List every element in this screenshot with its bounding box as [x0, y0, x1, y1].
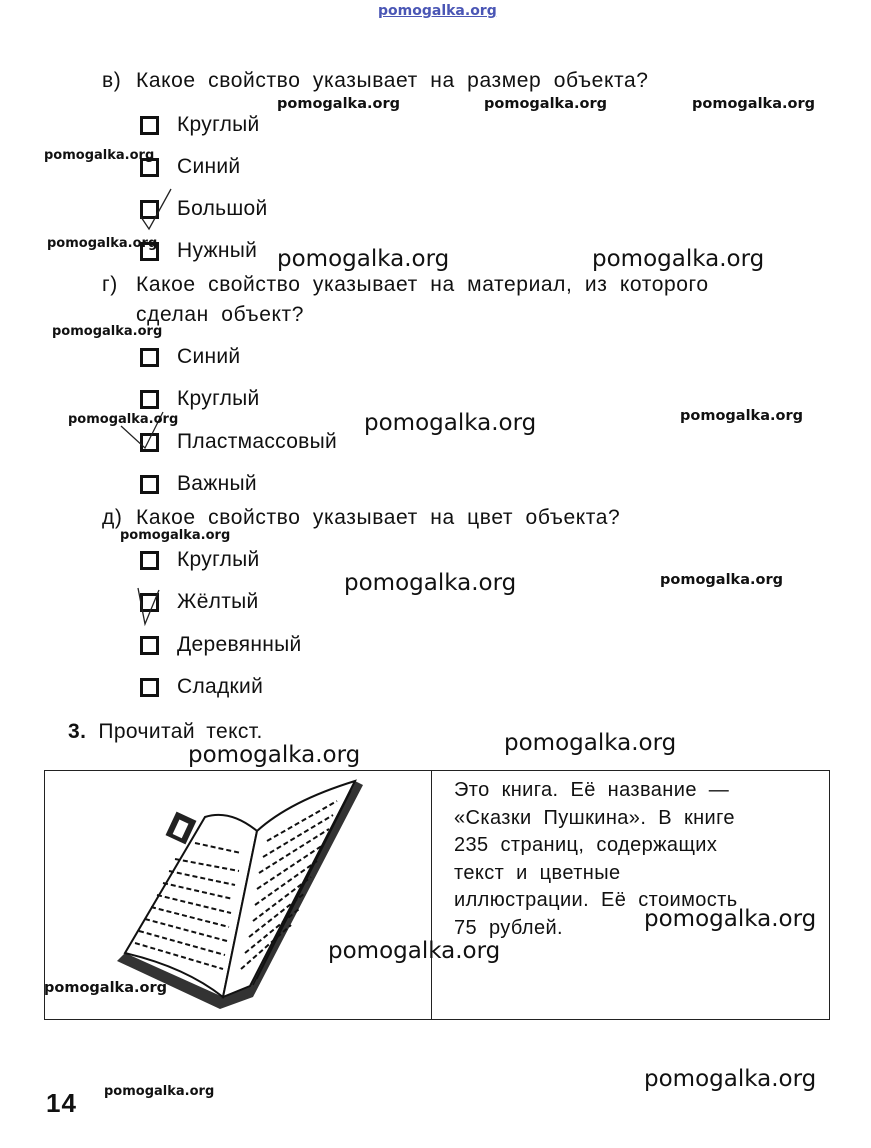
watermark: pomogalka.org — [277, 96, 400, 112]
watermark: pomogalka.org — [680, 408, 803, 424]
checkbox-checked[interactable] — [140, 433, 159, 452]
watermark: pomogalka.org — [644, 1066, 817, 1092]
option-label: Деревянный — [177, 633, 302, 656]
option-sladkiy[interactable] — [140, 673, 263, 701]
option-label: Нужный — [177, 239, 258, 262]
watermark: pomogalka.org — [52, 324, 163, 339]
task-instruction: Прочитай текст. — [98, 720, 263, 743]
checkbox[interactable] — [140, 348, 159, 367]
text-line: иллюстрации. Её стоимость — [454, 889, 738, 911]
watermark: pomogalka.org — [44, 148, 155, 163]
text-line: текст и цветные — [454, 861, 621, 884]
checkbox[interactable] — [140, 678, 159, 697]
question-text-cont: сделан объект? — [136, 303, 305, 326]
option-derevyannyy[interactable] — [140, 631, 302, 659]
option-label: Жёлтый — [177, 590, 259, 613]
option-label: Важный — [177, 472, 257, 495]
checkbox[interactable] — [140, 551, 159, 570]
question-text: Какое свойство указывает на цвет объекта? — [136, 506, 621, 529]
watermark: pomogalka.org — [44, 980, 167, 996]
checkbox[interactable] — [140, 636, 159, 655]
checkbox-checked[interactable] — [140, 200, 159, 219]
watermark: pomogalka.org — [644, 906, 817, 932]
check-mark-icon — [133, 187, 177, 239]
task3-heading — [68, 720, 263, 744]
option-label: Круглый — [177, 548, 260, 571]
page-number: 14 — [46, 1088, 77, 1118]
check-mark-icon — [133, 580, 177, 632]
watermark: pomogalka.org — [692, 96, 815, 112]
watermark: pomogalka.org — [328, 938, 501, 964]
watermark: pomogalka.org — [592, 246, 765, 272]
checkbox[interactable] — [140, 116, 159, 135]
watermark: pomogalka.org — [277, 246, 450, 272]
question-letter: д) — [102, 506, 123, 529]
text-line: 235 страниц, содержащих — [454, 834, 718, 856]
watermark: pomogalka.org — [378, 3, 497, 19]
question-letter: г) — [102, 273, 118, 296]
question-text: Какое свойство указывает на размер объекта? — [136, 69, 649, 92]
option-siniy[interactable] — [140, 153, 240, 181]
option-vazhnyy[interactable] — [140, 470, 257, 498]
watermark: pomogalka.org — [104, 1084, 215, 1099]
task-number: 3. — [68, 720, 87, 743]
option-plastmassovyy[interactable] — [140, 428, 337, 456]
question-g — [102, 270, 709, 330]
question-letter: в) — [102, 69, 122, 92]
option-label: Синий — [177, 345, 241, 368]
watermark: pomogalka.org — [504, 730, 677, 756]
text-line: «Сказки Пушкина». В книге — [454, 806, 735, 829]
watermark: pomogalka.org — [344, 570, 517, 596]
checkbox-checked[interactable] — [140, 593, 159, 612]
check-mark-icon — [133, 420, 177, 472]
watermark: pomogalka.org — [660, 572, 783, 588]
option-label: Большой — [177, 197, 268, 220]
watermark: pomogalka.org — [120, 528, 231, 543]
option-label: Синий — [177, 155, 241, 178]
question-v — [102, 66, 649, 96]
option-zheltyy[interactable] — [140, 588, 259, 616]
option-nuzhnyy[interactable] — [140, 237, 257, 265]
text-line: Это книга. Её название — — [454, 779, 730, 801]
option-kruglyy[interactable] — [140, 385, 260, 413]
option-kruglyy[interactable] — [140, 111, 260, 139]
book-description — [432, 771, 829, 1019]
text-line: 75 рублей. — [454, 916, 564, 939]
watermark: pomogalka.org — [188, 742, 361, 768]
option-label: Пластмассовый — [177, 430, 338, 453]
option-label: Сладкий — [177, 675, 264, 698]
checkbox[interactable] — [140, 390, 159, 409]
option-bolshoy[interactable] — [140, 195, 268, 223]
option-kruglyy[interactable] — [140, 546, 260, 574]
option-siniy[interactable] — [140, 343, 240, 371]
watermark: pomogalka.org — [484, 96, 607, 112]
checkbox[interactable] — [140, 475, 159, 494]
watermark: pomogalka.org — [68, 412, 179, 427]
watermark: pomogalka.org — [364, 410, 537, 436]
option-label: Круглый — [177, 113, 260, 136]
question-text: Какое свойство указывает на материал, из которого — [136, 273, 709, 296]
option-label: Круглый — [177, 387, 260, 410]
watermark: pomogalka.org — [47, 236, 158, 251]
